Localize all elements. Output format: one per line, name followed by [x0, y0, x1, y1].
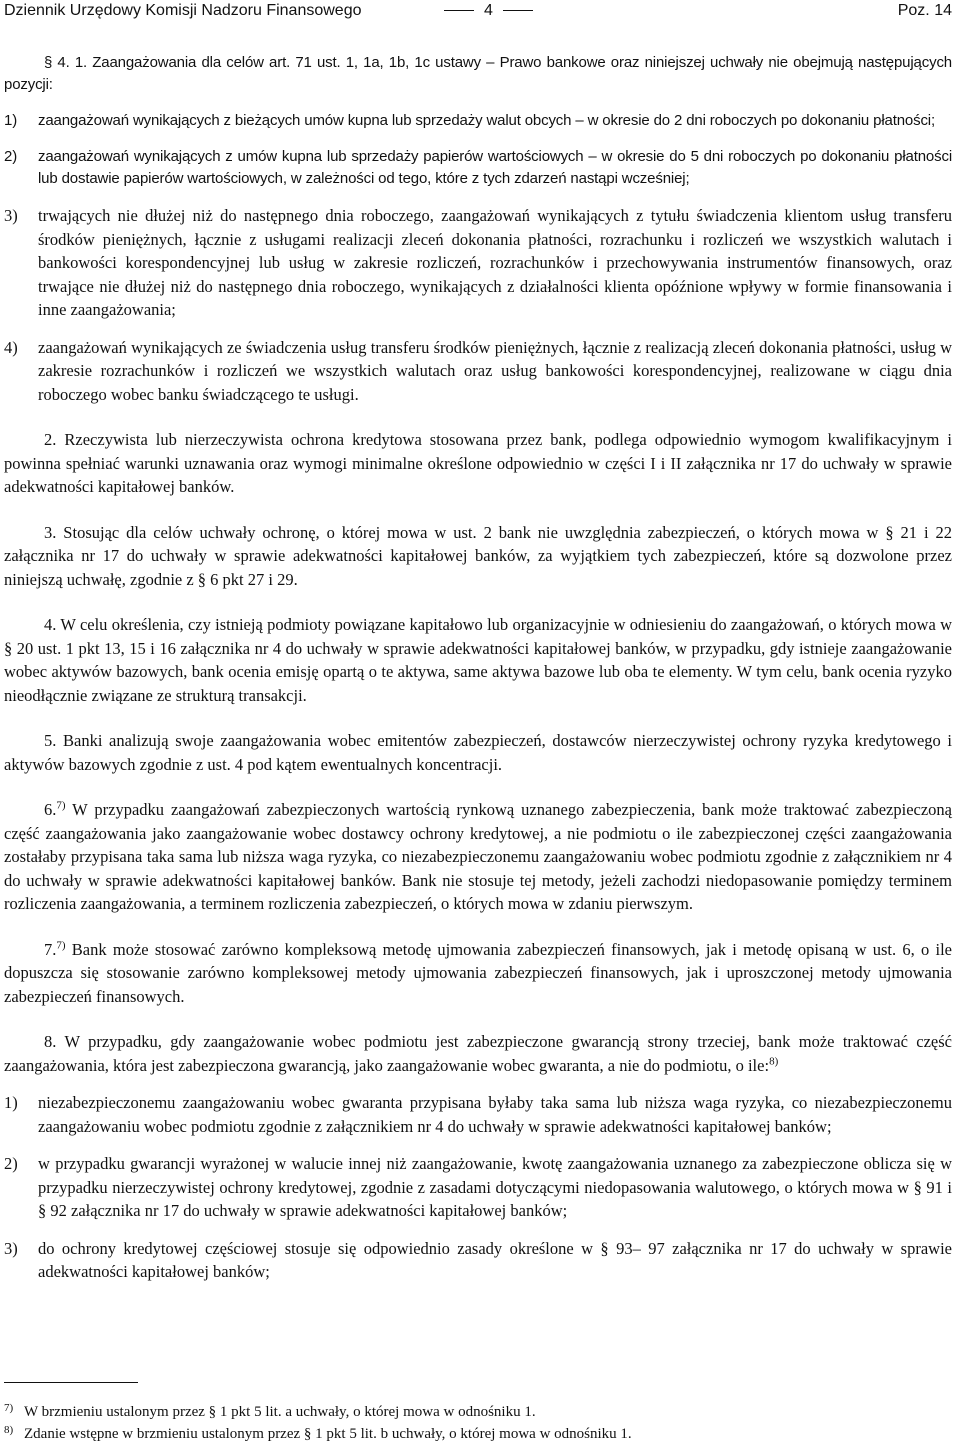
item-text: trwających nie dłużej niż do następnego dnia roboczego, zaangażowań wynikających z tytułu świadczenia klientom usług transferu środków pieniężnych, łącznie z usługami realizacji zleceń dokonania płatności, rozrachunku i rozliczeń we wszystkich walutach i bankowości korespondencyjnej lub usług w zakresie rozliczeń, rozrachunków i przechowywania instrumentów finansowych, oraz trwające nie dłużej niż do następnego dnia roboczego, wynikających z działalności klienta opóźnione wpływy w formie finansowania i inne zaangażowania; — [38, 206, 952, 319]
list-item — [4, 336, 952, 407]
item-text: zaangażowań wynikających z bieżących umów kupna lub sprzedaży walut obcych – w okresie do 2 dni roboczych po dokonaniu płatności; — [38, 112, 935, 129]
dash-right — [503, 10, 533, 11]
footnote-mark: 8) — [4, 1424, 14, 1436]
paragraph-3: 3. Stosując dla celów uchwały ochronę, o której mowa w ust. 2 bank nie uwzględnia zabezpieczeń, o których mowa w § 21 i 22 załącznika nr 17 do uchwały w sprawie adekwatności kapitałowej banków, za wyjątkiem tych zabezpieczeń, które są dozwolone przez niniejszą uchwałę, zgodnie z § 6 pkt 27 i 29. — [4, 522, 952, 589]
paragraph-7-number: 7. — [44, 939, 57, 959]
page-number: 4 — [484, 2, 493, 19]
item-number: 2) — [4, 1154, 18, 1173]
footnote-text: Zdanie wstępne w brzmieniu ustalonym przez § 1 pkt 5 lit. b uchwały, o której mowa w odnośniku 1. — [24, 1426, 632, 1442]
item-number: 4) — [4, 337, 18, 357]
footnote-separator — [4, 1382, 138, 1383]
footnote-mark: 7) — [4, 1402, 14, 1414]
paragraph-8 — [4, 1030, 952, 1077]
list-item — [4, 1091, 952, 1138]
page-number-group — [434, 2, 543, 20]
item-number: 3) — [4, 1238, 18, 1258]
footnote-ref-8[interactable]: 8) — [769, 1055, 779, 1067]
section-intro: § 4. 1. Zaangażowania dla celów art. 71 ust. 1, 1a, 1b, 1c ustawy – Prawo bankowe oraz niniejszej uchwały nie obejmują następujących pozycji: — [4, 54, 952, 93]
footnote-text: W brzmieniu ustalonym przez § 1 pkt 5 lit. a uchwały, o której mowa w odnośniku 1. — [24, 1404, 536, 1420]
paragraph-8-text: 8. W przypadku, gdy zaangażowanie wobec podmiotu jest zabezpieczone gwarancją strony trzeciej, bank może traktować część zaangażowania, która jest zabezpieczona gwarancją, jako zaangażowanie wobec gwaranta, a nie do podmiotu, o ile: — [4, 1032, 952, 1075]
paragraph-4: 4. W celu określenia, czy istnieją podmioty powiązane kapitałowo lub organizacyjnie w odniesieniu do zaangażowań, o których mowa w § 20 ust. 1 pkt 13, 15 i 16 załącznika nr 4 do uchwały w sprawie adekwatności kapitałowej banków, w przypadku, gdy istnieje zaangażowanie wobec aktywów bazowych, bank ocenia emisję opartą o te aktywa, same aktywa bazowe lub oba te elementy. W tym celu, bank ocenia ryzyko nieodłącznie związane ze strukturą transakcji. — [4, 615, 952, 705]
item-text: w przypadku gwarancji wyrażonej w walucie innej niż zaangażowanie, kwotę zaangażowania uznanego za zabezpieczone oblicza się w przypadku nierzeczywistej ochrony kredytowej, zgodnie z zasadami dotyczącymi niedopasowania walutowego, o których mowa w § 91 i § 92 załącznika nr 17 do uchwały w sprawie adekwatności kapitałowej banków; — [38, 1154, 952, 1220]
item-text: zaangażowań wynikających z umów kupna lub sprzedaży papierów wartościowych – w okresie do 5 dni roboczych po dokonaniu płatności lub dostawie papierów wartościowych, w zależności od tego, które z tych zdarzeń nastąpi wcześniej; — [38, 148, 952, 187]
journal-title: Dziennik Urzędowy Komisji Nadzoru Finansowego — [4, 2, 362, 19]
item-number: 1) — [4, 1093, 18, 1112]
document-body — [4, 52, 952, 1284]
item-text: zaangażowań wynikających ze świadczenia usług transferu środków pieniężnych, łącznie z realizacją zleceń dokonania płatności, usług w zakresie rozrachunków i rozliczeń we wszystkich walutach oraz usług bankowości korespondencyjnej, realizowane w ciągu dnia roboczego wobec banku świadczącego te usługi. — [38, 337, 952, 404]
paragraph-6 — [4, 798, 952, 916]
item-number: 2) — [4, 148, 18, 165]
paragraph-6-number: 6. — [44, 800, 57, 819]
paragraph-2: 2. Rzeczywista lub nierzeczywista ochrona kredytowa stosowana przez bank, podlega odpowiednio wymogom kwalifikacyjnym i powinna spełniać warunki uznawania oraz wymogi minimalne określone odpowiednio w części I i II załącznika nr 17 do uchwały w sprawie adekwatności kapitałowej banków. — [4, 430, 952, 496]
paragraph-6-text: W przypadku zaangażowań zabezpieczonych wartością rynkową uznanego zabezpieczenia, bank może traktować zabezpieczoną część zaangażowania jako zaangażowanie wobec dostawcy ochrony kredytowej, a nie podmiotu o ile zabezpieczonej części zaangażowania zostałaby przypisana taka sama lub niższa waga ryzyka, co niezabezpieczonemu zaangażowaniu wobec podmiotu zgodnie z załącznikiem nr 4 do uchwały w sprawie adekwatności kapitałowej banków. Bank nie stosuje tej metody, jeżeli zachodzi niedopasowanie pomiędzy terminem rozliczenia zaangażowania, a terminem rozliczenia zabezpieczeń, o których mowa w zdaniu pierwszym. — [4, 800, 952, 913]
footnote-8 — [4, 1423, 952, 1445]
dash-left — [444, 10, 474, 11]
list-item — [4, 1237, 952, 1284]
item-number: 1) — [4, 112, 18, 129]
paragraph-7 — [4, 938, 952, 1009]
list-item — [4, 146, 952, 190]
section-4-1 — [4, 52, 952, 204]
footnote-ref-7[interactable]: 7) — [56, 799, 66, 812]
page-header — [4, 2, 956, 26]
footnotes — [4, 1382, 952, 1445]
footnote-ref-7[interactable]: 7) — [56, 939, 66, 951]
paragraph-7-text: Bank może stosować zarówno kompleksową metodę ujmowania zabezpieczeń finansowych, jak i metodę opisaną w ust. 6, o ile dopuszcza się stosowanie zarówno kompleksowej metody ujmowania zabezpieczeń finansowych, jak i uproszczonej metody ujmowania zabezpieczeń finansowych. — [4, 939, 952, 1006]
position-number: Poz. 14 — [897, 2, 952, 19]
list-item — [4, 110, 952, 132]
item-number: 3) — [4, 206, 18, 225]
paragraph-5: 5. Banki analizują swoje zaangażowania wobec emitentów zabezpieczeń, dostawców nierzeczywistej ochrony ryzyka kredytowego i aktywów bazowych zgodnie z ust. 4 pod kątem ewentualnych koncentracji. — [4, 731, 952, 774]
item-text: do ochrony kredytowej częściowej stosuje się odpowiednio zasady określone w § 93– 97 załącznika nr 17 do uchwały w sprawie adekwatności kapitałowej banków; — [38, 1238, 952, 1281]
section-4-1-continued — [4, 204, 952, 1284]
list-item — [4, 1152, 952, 1223]
list-item — [4, 204, 952, 322]
footnote-7 — [4, 1401, 952, 1423]
item-text: niezabezpieczonemu zaangażowaniu wobec gwaranta przypisana byłaby taka sama lub niższa waga ryzyka, co niezabezpieczonemu zaangażowaniu wobec podmiotu zgodnie z załącznikiem nr 4 do uchwały w sprawie adekwatności kapitałowej banków; — [38, 1093, 952, 1136]
